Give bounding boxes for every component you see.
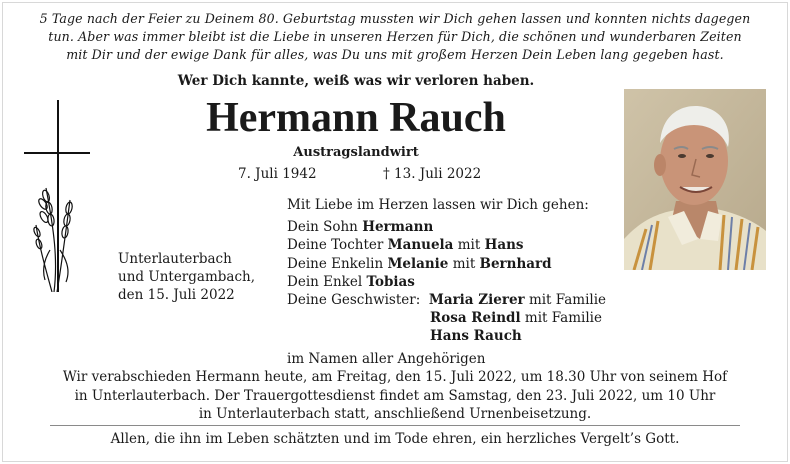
mourner-partner: Hans	[484, 237, 524, 254]
intro-text	[14, 10, 776, 64]
relation-label: Deine Geschwister:	[287, 291, 421, 308]
place-and-date	[118, 250, 255, 304]
mourner-sibling	[287, 309, 606, 327]
sibling-name: Maria Zierer	[428, 291, 525, 308]
sibling-suffix: mit Familie	[524, 310, 602, 327]
mourners-heading: Mit Liebe im Herzen lassen wir Dich gehen:	[287, 197, 589, 213]
relation-label: Dein Enkel	[287, 273, 363, 290]
motto: Wer Dich kannte, weiß was wir verloren haben.	[177, 73, 535, 89]
place-line: und Untergambach,	[118, 269, 255, 285]
funeral-arrangements	[30, 368, 760, 424]
mourner-name: Hermann	[362, 219, 434, 236]
mourner-granddaughter	[287, 255, 606, 273]
mourner-grandson	[287, 273, 606, 291]
deceased-name: Hermann Rauch	[206, 95, 506, 141]
place-line: Unterlauterbach	[118, 251, 232, 267]
relation-label: Dein Sohn	[287, 219, 358, 236]
mourners-list	[287, 196, 606, 368]
mourner-sibling	[287, 291, 606, 309]
relation-label: Deine Enkelin	[287, 255, 384, 272]
mourner-son	[287, 218, 606, 236]
mourner-daughter	[287, 236, 606, 254]
sibling-name: Rosa Reindl	[430, 310, 521, 327]
mourner-name: Manuela	[387, 237, 454, 254]
cross-with-wheat-icon	[24, 100, 94, 292]
sibling-name: Hans Rauch	[430, 328, 522, 345]
arrangement-line: Wir verabschieden Hermann heute, am Freitag, den 15. Juli 2022, um 18.30 Uhr von seinem Hof	[62, 369, 728, 385]
divider	[50, 425, 740, 426]
place-line: den 15. Juli 2022	[118, 287, 235, 303]
intro-line: mit Dir und der ewige Dank für alles, was Du uns mit großem Herzen Dein Leben lang gegeben hast.	[66, 47, 724, 62]
sibling-suffix: mit Familie	[528, 291, 607, 308]
mourner-name: Tobias	[366, 273, 415, 290]
closing-thanks: Allen, die ihn im Leben schätzten und im Tode ehren, ein herzliches Vergelt’s Gott.	[110, 431, 680, 447]
death-date: † 13. Juli 2022	[383, 166, 482, 182]
connector-text: mit	[457, 237, 481, 254]
intro-line: 5 Tage nach der Feier zu Deinem 80. Geburtstag mussten wir Dich gehen lassen und konnten nichts dagegen	[39, 11, 751, 26]
mourners-closing: im Namen aller Angehörigen	[287, 350, 486, 367]
intro-line: tun. Aber was immer bleibt ist die Liebe in unseren Herzen für Dich, die schönen und wunderbaren Zeiten	[48, 29, 742, 44]
mourner-sibling	[287, 327, 606, 345]
arrangement-line: in Unterlauterbach statt, anschließend Urnenbeisetzung.	[198, 406, 592, 422]
occupation: Austragslandwirt	[293, 145, 419, 160]
mourner-partner: Bernhard	[479, 255, 552, 272]
portrait-photo	[624, 89, 766, 270]
relation-label: Deine Tochter	[287, 237, 384, 254]
connector-text: mit	[452, 255, 476, 272]
arrangement-line: in Unterlauterbach. Der Trauergottesdienst findet am Samstag, den 23. Juli 2022, um 10 Uhr	[74, 387, 716, 404]
birth-date: 7. Juli 1942	[238, 166, 317, 182]
mourner-name: Melanie	[387, 255, 449, 272]
